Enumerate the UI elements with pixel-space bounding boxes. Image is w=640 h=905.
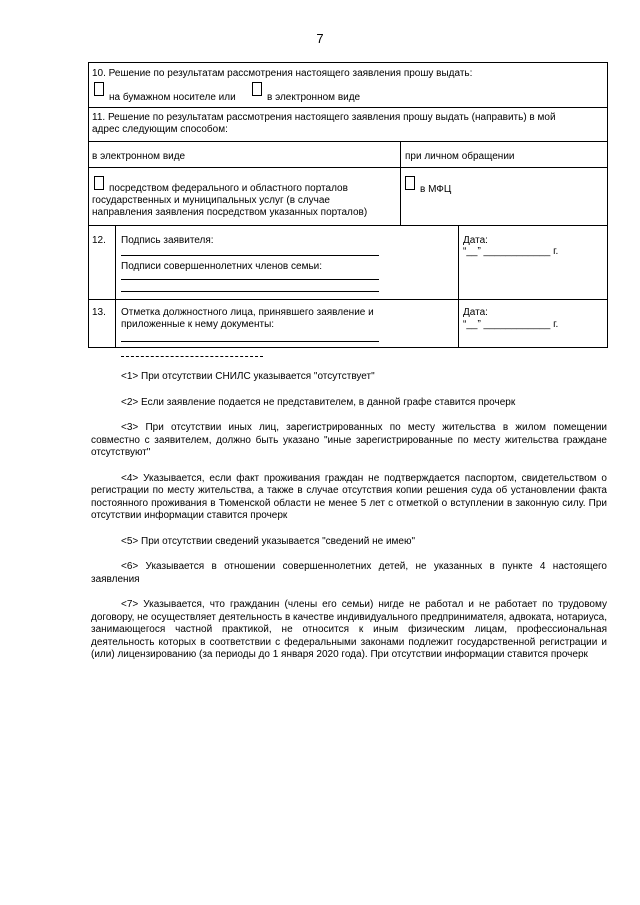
portal-text-3: направления заявления посредством указанных порталов) (92, 207, 368, 218)
footnote: <7> Указывается, что гражданин (члены его семьи) нигде не работал и не работает по трудовому договору, не осуществляет деятельность в качестве индивидуального предпринимателя, адвоката, нотариуса, занимающегося частной практикой, не относится к иным физическим лицам, профессиональная деятельность которых в соответствии с федеральными законами подлежит государственной регистрации и (или) лицензированию (за периоды до 1 января 2020 года). При отсутствии информации ставится прочерк (91, 599, 607, 660)
footnote: <2> Если заявление подается не представителем, в данной графе ставится прочерк (121, 396, 516, 408)
section10-text: 10. Решение по результатам рассмотрения настоящего заявления прошу выдать: (92, 68, 473, 79)
section11-text-1: 11. Решение по результатам рассмотрения настоящего заявления прошу выдать (направить) в мой (92, 112, 556, 123)
footnote: <1> При отсутствии СНИЛС указывается "отсутствует" (121, 371, 375, 382)
footnote: <3> При отсутствии иных лиц, зарегистрированных по месту жительства в жилом помещении совместно с заявителем, должно быть указано "иные зарегистрированные по месту жительства граждане отсутствуют" (91, 422, 607, 458)
paper-checkbox[interactable] (94, 82, 104, 96)
row-divider (89, 225, 607, 226)
row-divider (89, 107, 607, 108)
col-electronic-header: в электронном виде (92, 151, 186, 162)
applicant-signature-line[interactable] (121, 255, 379, 256)
portal-text-2: государственных и муниципальных услуг (в случае (92, 195, 330, 206)
section11-text-2: адрес следующим способом: (92, 124, 228, 135)
col-divider (458, 225, 459, 348)
section13-text-1: Отметка должностного лица, принявшего заявление и (121, 307, 374, 318)
family-signatures-label: Подписи совершеннолетних членов семьи: (121, 261, 323, 272)
option-paper-label: на бумажном носителе или (109, 92, 236, 103)
mfc-checkbox[interactable] (405, 176, 415, 190)
page-number: 7 (316, 31, 324, 46)
application-form-table (88, 62, 608, 348)
footnotes (91, 356, 607, 675)
row-divider (89, 299, 607, 300)
mfc-label: в МФЦ (420, 184, 452, 195)
footnote-separator (121, 356, 263, 357)
section12-date-label: Дата: (463, 235, 488, 246)
official-signature-line[interactable] (121, 341, 379, 342)
section13-number: 13. (92, 307, 106, 318)
portal-text-1: посредством федерального и областного порталов (109, 183, 348, 194)
row-divider (89, 141, 607, 142)
col-divider (115, 225, 116, 348)
section12-date-value[interactable]: “__” ____________ г. (463, 246, 559, 257)
row-divider (89, 167, 607, 168)
section13-date-value[interactable]: “__” ____________ г. (463, 319, 559, 330)
footnote: <4> Указывается, если факт проживания граждан не подтверждается паспортом, свидетельством о регистрации по месту жительства, а также в случае отсутствия копии решения суда об установлении факта постоянного проживания в Тюменской области не менее 5 лет с отметкой о вступлении в законную силу. При отсутствии информации ставится прочерк (91, 472, 607, 521)
col-divider (400, 141, 401, 225)
footnote: <5> При отсутствии сведений указывается "сведений не имею" (121, 535, 416, 547)
section13-text-2: приложенные к нему документы: (121, 319, 275, 330)
electronic-checkbox[interactable] (252, 82, 262, 96)
section13-date-label: Дата: (463, 307, 488, 318)
col-personal-header: при личном обращении (405, 151, 515, 162)
section12-number: 12. (92, 235, 106, 246)
family-signature-line[interactable] (121, 291, 379, 292)
option-electronic-label: в электронном виде (267, 92, 361, 103)
applicant-signature-label: Подпись заявителя: (121, 235, 214, 246)
portal-checkbox[interactable] (94, 176, 104, 190)
family-signature-line[interactable] (121, 279, 379, 280)
footnote: <6> Указывается в отношении совершеннолетних детей, не указанных в пункте 4 настоящего заявления (91, 561, 607, 585)
